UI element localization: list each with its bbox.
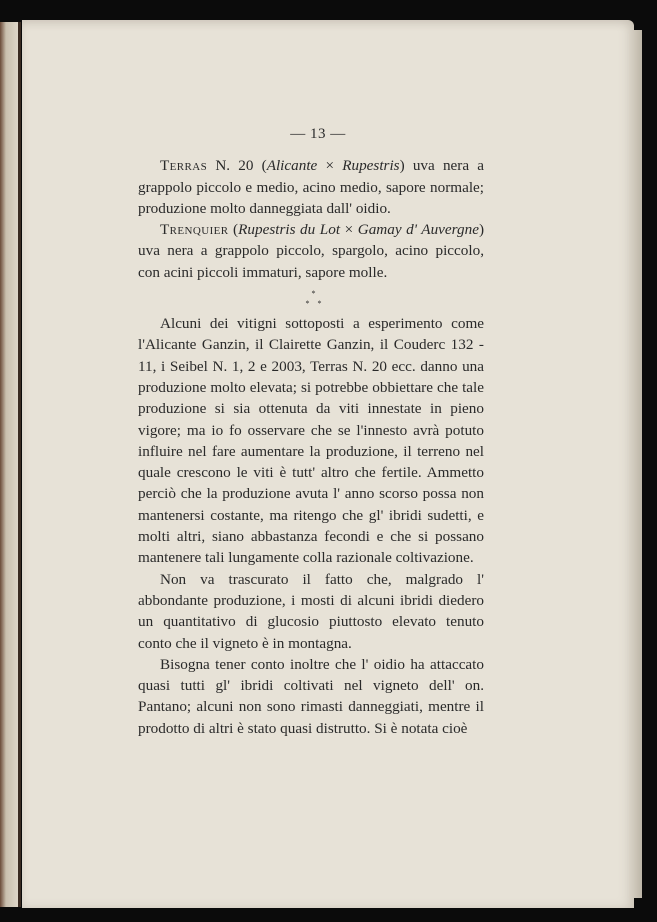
variety-name: Trenquier xyxy=(160,221,229,239)
section-separator xyxy=(146,283,484,309)
body-paragraph: Non va trascurato il fatto che, malgrado l' abbondante produzione, i mosti di alcuni ibridi diedero un quantitativo di glucosio piuttosto elevato tenuto conto che il vigneto è in montagna. xyxy=(138,570,484,652)
parent-a: Alicante xyxy=(266,157,318,175)
page-number: — 13 — xyxy=(290,126,346,142)
entry-trenquier xyxy=(138,219,484,283)
asterism-top: * xyxy=(311,289,319,299)
entry-terras xyxy=(138,155,484,219)
page-text xyxy=(138,124,484,739)
variety-number: N. 20 ( xyxy=(207,157,267,175)
book-spine-edge xyxy=(18,22,21,907)
cross-symbol: × xyxy=(317,157,343,175)
asterism-bottom: * * xyxy=(305,299,325,309)
entry-description: ) uva nera a grappolo piccolo e medio, acino medio, sapore normale; produzione molto danneggiata dall' oidio. xyxy=(138,157,484,217)
body-paragraph: Bisogna tener conto inoltre che l' oidio ha attaccato quasi tutti gl' ibridi coltivati nel vigneto dell' on. Pantano; alcuni non sono rimasti danneggiati, mentre il prodotto di altri è stato quasi distrutto. Si è notata cioè xyxy=(138,655,484,737)
parent-b: Rupestris xyxy=(342,157,400,175)
parent-a: Rupestris du Lot xyxy=(238,221,341,239)
entry-description: ) uva nera a grappolo piccolo, spargolo, acino piccolo, con acini piccoli immaturi, sapore molle. xyxy=(138,221,484,281)
cross-symbol: × xyxy=(340,221,358,239)
body-paragraph: Alcuni dei vitigni sottoposti a esperimento come l'Alicante Ganzin, il Clairette Ganzin, il Couderc 132 - 11, i Seibel N. 1, 2 e 2003, Terras N. 20 ecc. danno una produzione molto elevata; si potrebbe obbiettare che tale produzione si sia ottenuta da viti innestate in pieno vigore; ma io fo osservare che se l'innesto avrà potuto influire nel fare aumentare la produzione, il terreno nel quale crescono le viti è tutt' altro che fertile. Ammetto perciò che la produzione avuta l' anno scorso possa non mantenersi costante, ma ritengo che gl' ibridi sudetti, e molti altri, siano abbastanza fecondi e che si possano mantenere tali lungamente colla razionale coltivazione. xyxy=(138,315,484,567)
variety-name: Terras xyxy=(160,157,208,175)
left-page-edge xyxy=(0,22,20,907)
parent-b: Gamay d' Auvergne xyxy=(357,221,479,239)
open-paren: ( xyxy=(228,221,239,239)
